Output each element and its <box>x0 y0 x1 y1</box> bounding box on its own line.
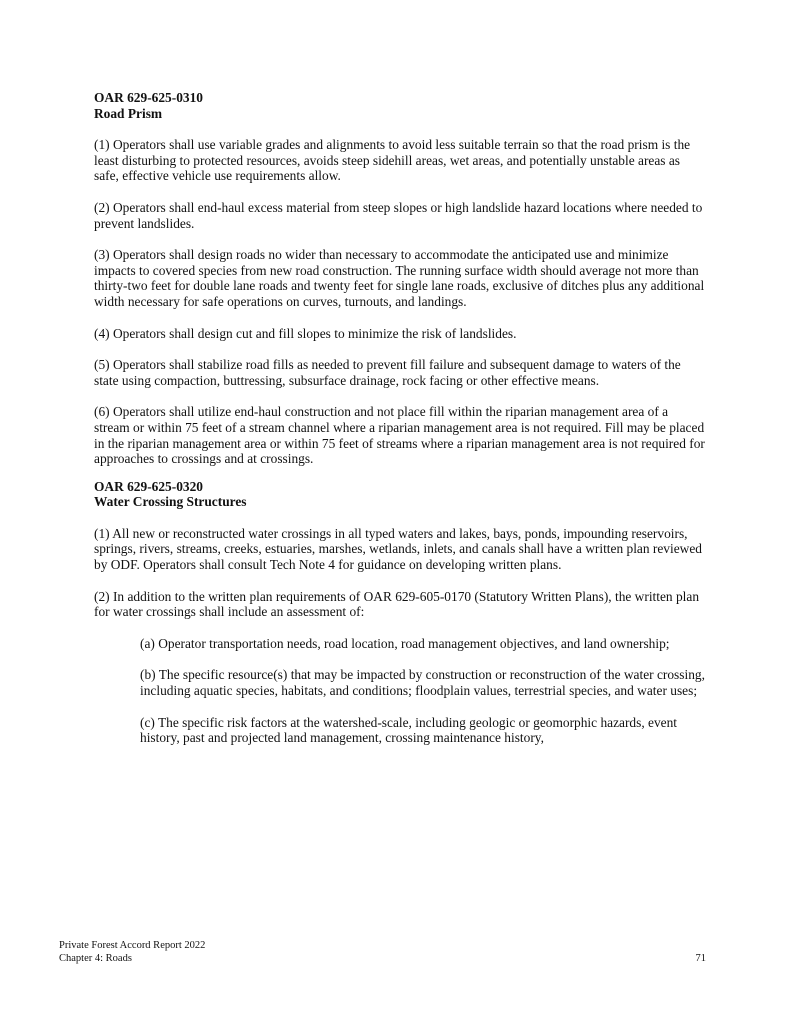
footer-chapter: Chapter 4: Roads <box>59 952 132 964</box>
paragraph: (4) Operators shall design cut and fill slopes to minimize the risk of landslides. <box>94 325 517 341</box>
paragraph: (3) Operators shall design roads no wider than necessary to accommodate the anticipated use and minimize impacts to covered species from new road construction. The running surface width should average not more than thirty-two feet for double lane roads and twenty feet for single lane roads, exclusive of ditches plus any additional width necessary for safe operations on curves, turnouts, and landings. <box>94 247 705 309</box>
paragraph: (1) All new or reconstructed water crossings in all typed waters and lakes, bays, ponds, impounding reservoirs, springs, rivers, streams, creeks, estuaries, marshes, wetlands, inlets, and canals shall have a written plan reviewed by ODF. Operators shall consult Tech Note 4 for guidance on developing written plans. <box>94 525 702 573</box>
section-title-water-crossings: Water Crossing Structures <box>94 494 247 510</box>
page-footer <box>59 940 709 965</box>
paragraph: (2) Operators shall end-haul excess material from steep slopes or high landslide hazard locations where needed to prevent landslides. <box>94 199 703 231</box>
page-number: 71 <box>695 952 706 964</box>
paragraph: (2) In addition to the written plan requirements of OAR 629-605-0170 (Statutory Written Plans), the written plan for water crossings shall include an assessment of: <box>94 588 700 620</box>
list-item: (c) The specific risk factors at the watershed-scale, including geologic or geomorphic hazards, event history, past and projected land management, crossing maintenance history, <box>140 714 678 746</box>
section-code-water-crossings: OAR 629-625-0320 <box>94 478 203 494</box>
paragraph: (1) Operators shall use variable grades and alignments to avoid less suitable terrain so that the road prism is the least disturbing to protected resources, avoids steep sidehill areas, wet areas, and potentially unstable areas as safe, effective vehicle use requirements allow. <box>94 137 691 184</box>
page-content <box>94 90 706 762</box>
section-code-road-prism: OAR 629-625-0310 <box>94 90 203 105</box>
paragraph: (6) Operators shall utilize end-haul construction and not place fill within the riparian management area of a stream or within 75 feet of a stream channel where a riparian management area is not required. Fill may be placed in the riparian management area or within 75 feet of streams where a riparian management area is not required for approaches to crossings and at crossings. <box>94 404 705 467</box>
footer-report-title: Private Forest Accord Report 2022 <box>59 940 206 951</box>
list-item: (b) The specific resource(s) that may be impacted by construction or reconstruction of the water crossing, including aquatic species, habitats, and conditions; floodplain values, terrestrial species, and water uses; <box>140 667 705 699</box>
section-title-road-prism: Road Prism <box>94 105 163 121</box>
paragraph: (5) Operators shall stabilize road fills as needed to prevent fill failure and subsequent damage to waters of the state using compaction, buttressing, subsurface drainage, rock facing or other effective means. <box>94 357 681 388</box>
list-item: (a) Operator transportation needs, road location, road management objectives, and land ownership; <box>140 635 670 651</box>
